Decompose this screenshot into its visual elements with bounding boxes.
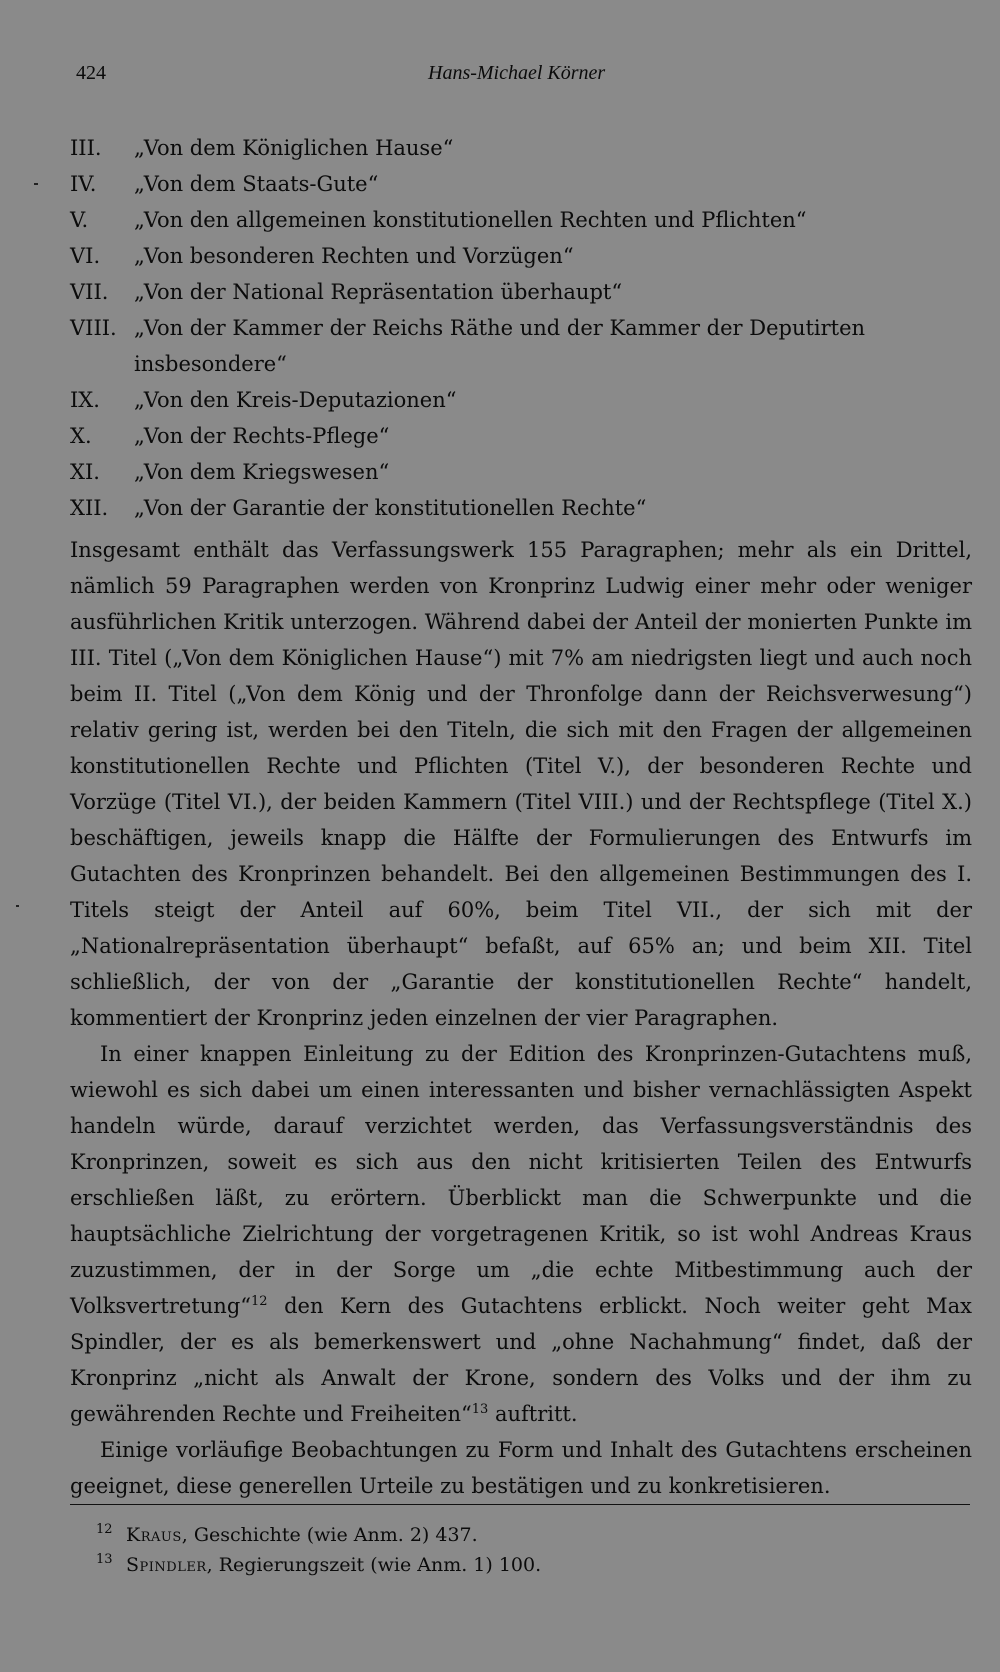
list-item-text: „Von besonderen Rechten und Vorzügen“ bbox=[134, 244, 574, 268]
list-item-number: VIII. bbox=[70, 316, 117, 340]
list-item bbox=[70, 130, 980, 166]
list-item bbox=[70, 490, 980, 526]
paragraph: Insgesamt enthält das Verfassungswerk 155 Paragraphen; mehr als ein Drittel, nämlich 59 Paragraphen werden von Kronprinz Ludwig einer mehr oder weniger ausführlichen Kritik unterzogen. Während dabei der Anteil der monierten Punkte im III. Titel („Von dem Königlichen Hause“) mit 7% am niedrigsten liegt und auch noch beim II. Titel („Von dem König und der Thronfolge dann der Reichsverwesung“) relativ gering ist, werden bei den Titeln, die sich mit den Fragen der allgemeinen konstitutionellen Rechte und Pflichten (Titel V.), der besonderen Rechte und Vorzüge (Titel VI.), der beiden Kammern (Titel VIII.) und der Rechtspflege (Titel X.) beschäftigen, jeweils knapp die Hälfte der Formulierungen des Entwurfs im Gutachten des Kronprinzen behandelt. Bei den allgemeinen Bestimmungen des I. Titels steigt der Anteil auf 60%, beim Titel VII., der sich mit der „Nationalrepräsentation überhaupt“ befaßt, auf 65% an; und beim XII. Titel schließlich, der von der „Garantie der konstitutionellen Rechte“ handelt, kommentiert der Kronprinz jeden einzelnen der vier Paragraphen. bbox=[70, 538, 972, 1030]
list-item-text: „Von der National Repräsentation überhaupt“ bbox=[134, 280, 623, 304]
list-item-number: IX. bbox=[70, 388, 100, 412]
list-item-text: „Von der Kammer der Reichs Räthe und der Kammer der Deputirten insbesondere“ bbox=[134, 316, 866, 376]
list-item-number: X. bbox=[70, 424, 92, 448]
list-item bbox=[70, 310, 980, 382]
body-text bbox=[70, 532, 972, 1504]
footnote-reference: 12 bbox=[251, 1294, 268, 1309]
list-item-text: „Von der Rechts-Pflege“ bbox=[134, 424, 390, 448]
list-item-text: „Von der Garantie der konstitutionellen Rechte“ bbox=[134, 496, 647, 520]
paragraph-text: den Kern des Gutachtens erblickt. Noch weiter geht Max Spindler, der es als bemerkenswert und „ohne Nachahmung“ findet, daß der Kronprinz „nicht als Anwalt der Krone, sondern des Volks und der ihm zu gewährenden Rechte und Freiheiten“ bbox=[70, 1294, 972, 1426]
list-item-text: „Von dem Kriegswesen“ bbox=[134, 460, 390, 484]
list-item bbox=[70, 382, 980, 418]
paragraph bbox=[70, 1036, 972, 1432]
list-item-text: „Von dem Staats-Gute“ bbox=[134, 172, 379, 196]
running-head: Hans-Michael Körner bbox=[428, 62, 606, 84]
footnote-author: Spindler bbox=[126, 1554, 207, 1576]
list-item-text: „Von den allgemeinen konstitutionellen Rechten und Pflichten“ bbox=[134, 208, 807, 232]
footnote-number: 12 bbox=[96, 1522, 113, 1537]
footnote-divider bbox=[70, 1504, 970, 1505]
list-item-number: III. bbox=[70, 136, 102, 160]
paragraph-text: In einer knappen Einleitung zu der Edition des Kronprinzen-Gutachtens muß, wiewohl es sich dabei um einen interessanten und bisher vernachlässigten Aspekt handeln würde, darauf verzichtet werden, das Verfassungsverständnis des Kronprinzen, soweit es sich aus den nicht kritisierten Teilen des Entwurfs erschließen läßt, zu erörtern. Überblickt man die Schwerpunkte und die hauptsächliche Zielrichtung der vorgetragenen Kritik, so ist wohl Andreas Kraus zuzustimmen, der in der Sorge um „die echte Mitbestimmung auch der Volksvertretung“ bbox=[70, 1042, 972, 1318]
list-item-number: IV. bbox=[70, 172, 97, 196]
list-item-text: „Von den Kreis-Deputazionen“ bbox=[134, 388, 457, 412]
list-item-number: VII. bbox=[70, 280, 109, 304]
list-item bbox=[70, 202, 980, 238]
title-list bbox=[70, 130, 980, 526]
list-item-number: V. bbox=[70, 208, 89, 232]
footnote-reference: 13 bbox=[471, 1402, 489, 1417]
list-item bbox=[70, 166, 980, 202]
scan-speck bbox=[34, 183, 38, 185]
footnotes bbox=[96, 1520, 956, 1580]
footnote-author: Kraus bbox=[126, 1524, 182, 1546]
page-number: 424 bbox=[76, 62, 106, 84]
list-item-number: VI. bbox=[70, 244, 101, 268]
list-item bbox=[70, 454, 980, 490]
footnote bbox=[96, 1520, 956, 1550]
paragraph: Einige vorläufige Beobachtungen zu Form und Inhalt des Gutachtens erscheinen geeignet, diese generellen Urteile zu bestätigen und zu konkretisieren. bbox=[70, 1438, 972, 1498]
list-item-text: „Von dem Königlichen Hause“ bbox=[134, 136, 454, 160]
footnote bbox=[96, 1550, 956, 1580]
list-item-number: XI. bbox=[70, 460, 100, 484]
footnote-number: 13 bbox=[96, 1552, 113, 1567]
list-item bbox=[70, 418, 980, 454]
footnote-text: , Regierungszeit (wie Anm. 1) 100. bbox=[206, 1554, 542, 1576]
page-header bbox=[76, 62, 976, 92]
footnote-text: , Geschichte (wie Anm. 2) 437. bbox=[181, 1524, 478, 1546]
list-item bbox=[70, 238, 980, 274]
scan-speck bbox=[16, 905, 19, 907]
list-item-number: XII. bbox=[70, 496, 109, 520]
paragraph-text: auftritt. bbox=[488, 1402, 578, 1426]
list-item bbox=[70, 274, 980, 310]
